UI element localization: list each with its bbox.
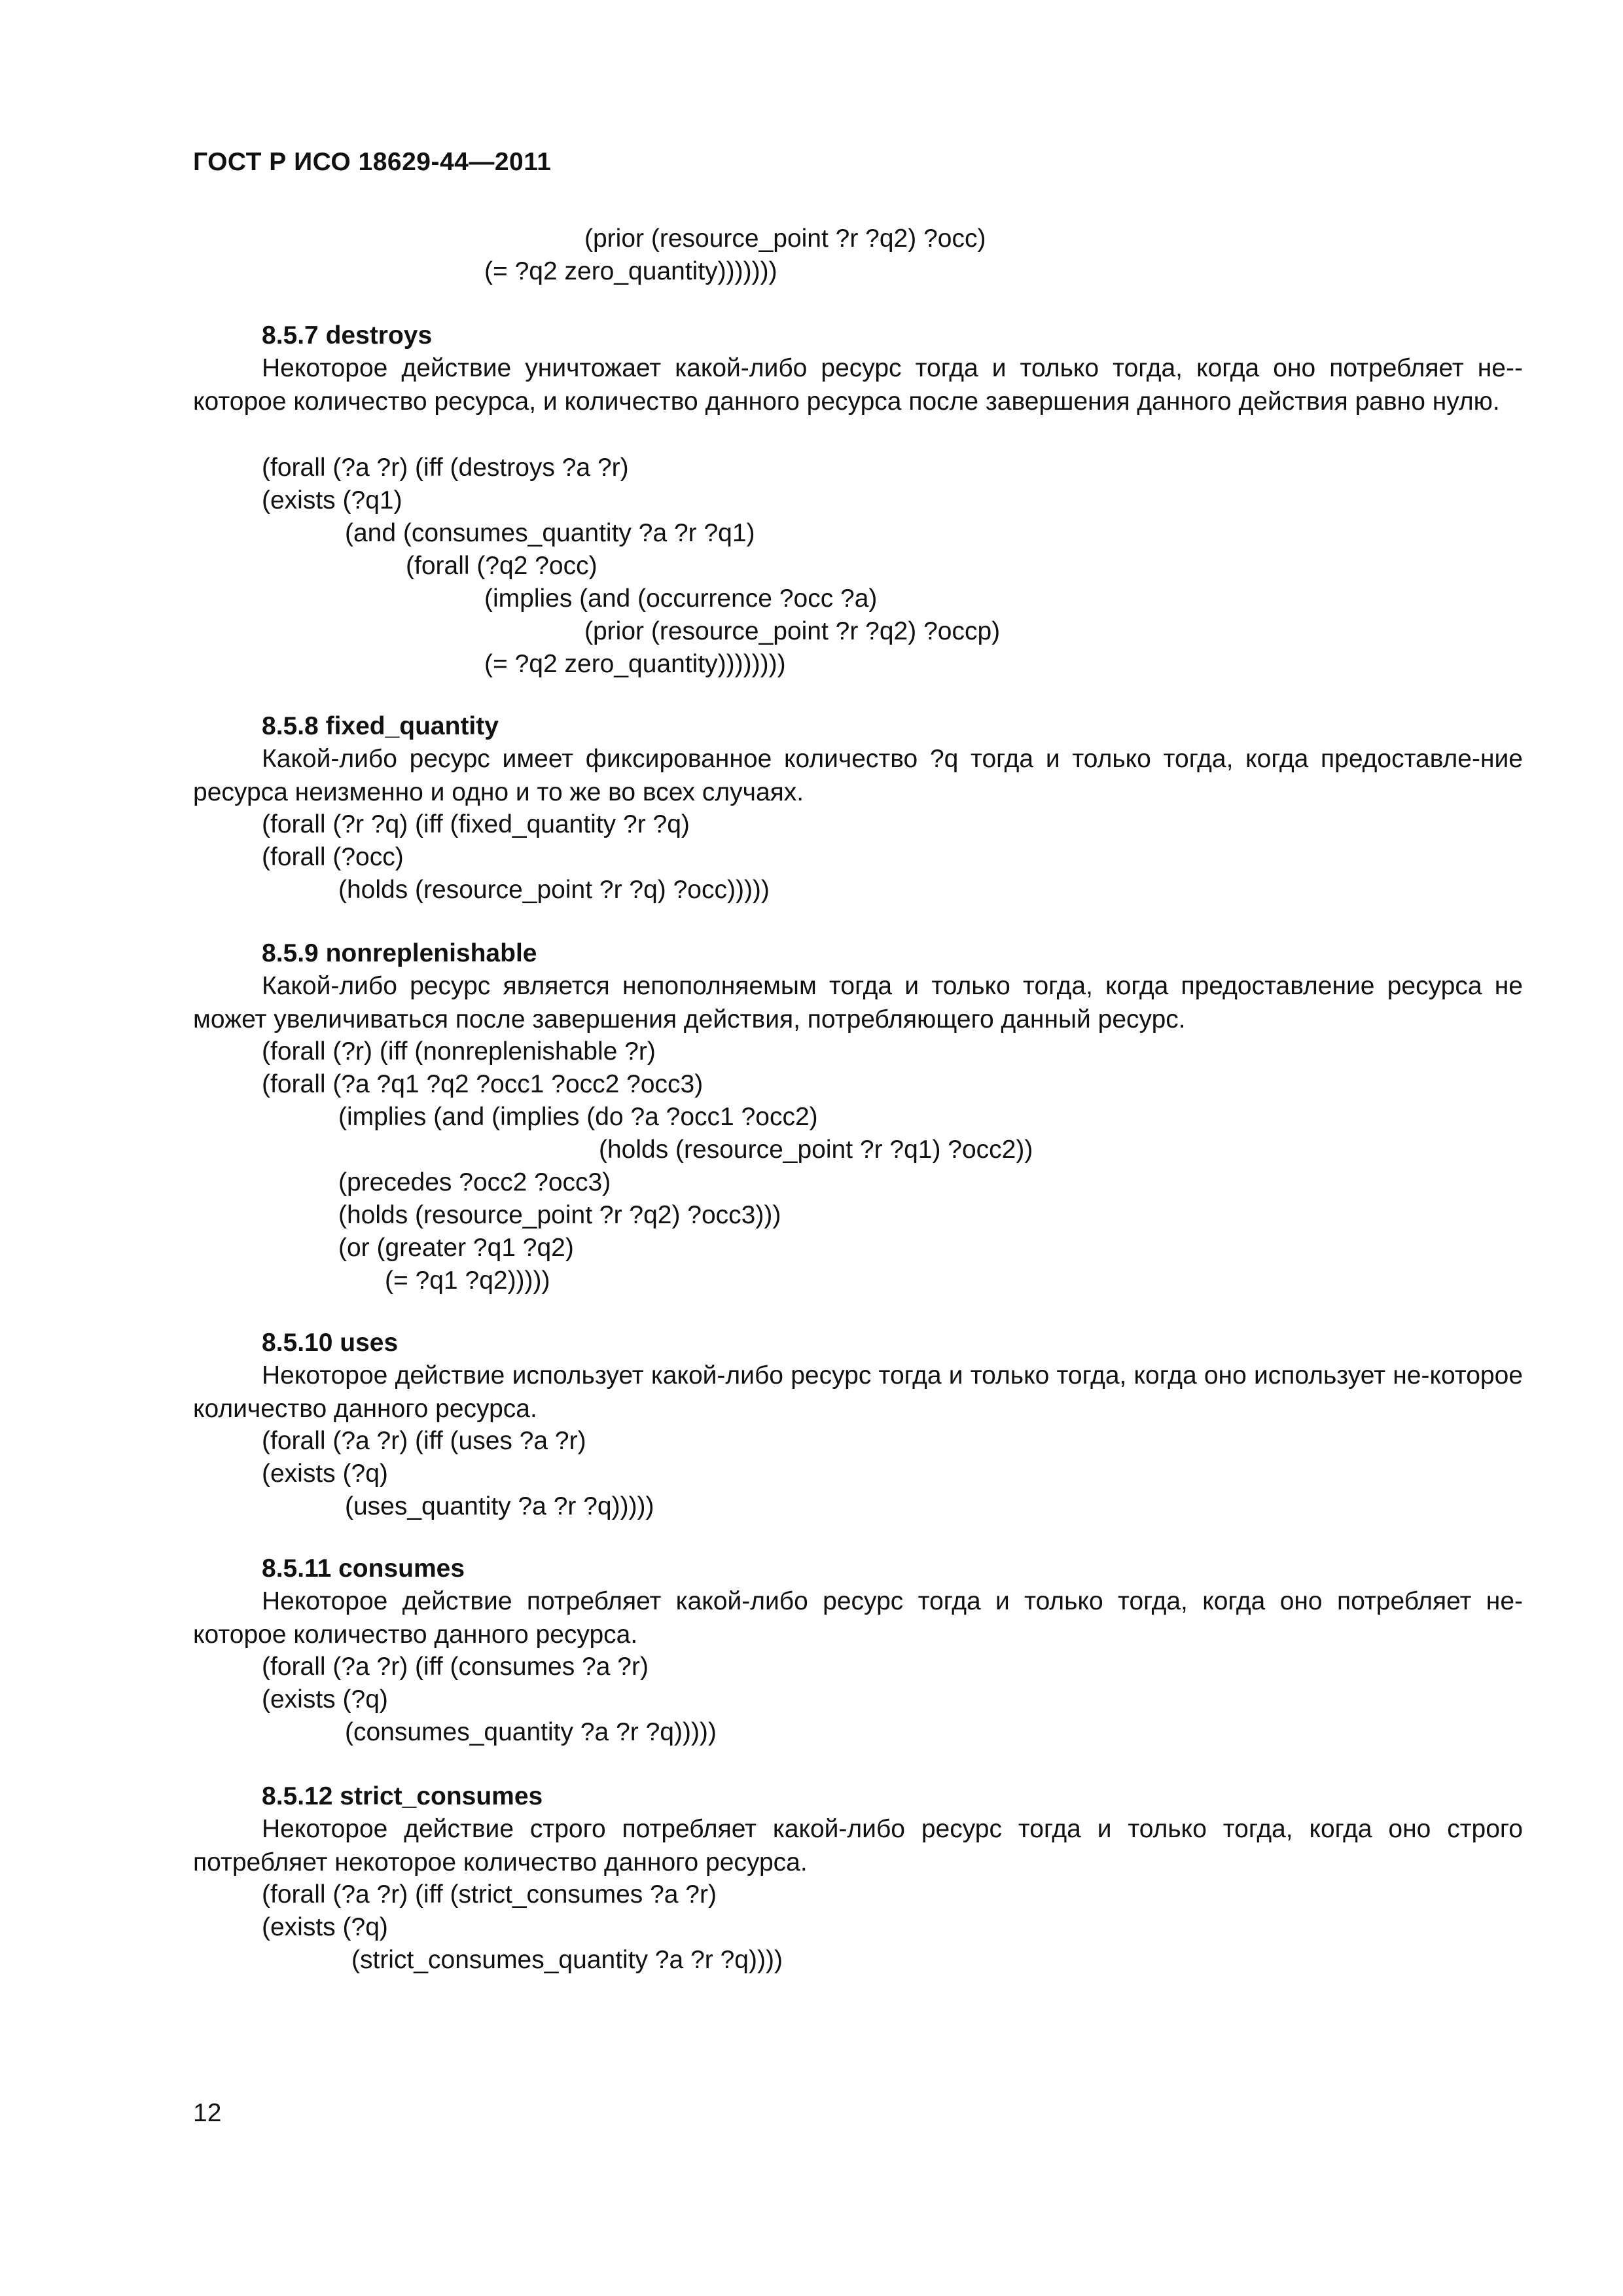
code-line: (and (consumes_quantity ?a ?r ?q1) [345,519,755,547]
section-8-5-11 [193,1552,1523,1651]
code-line: (forall (?a ?r) (iff (uses ?a ?r) [262,1427,586,1455]
section-text: Некоторое действие уничтожает какой-либо ресурс тогда и только тогда, когда оно потребляет не-которое количество ресурса, и количество данного ресурса после завершения данного действия равно нулю. [193,354,1523,416]
code-line: (holds (resource_point ?r ?q2) ?occ3))) [338,1201,781,1229]
code-line: (exists (?q) [262,1913,388,1941]
section-8-5-10 [193,1327,1523,1426]
code-line: (forall (?a ?r) (iff (destroys ?a ?r) [262,454,629,482]
section-title: 8.5.9 nonreplenishable [262,939,537,967]
section-title: 8.5.7 destroys [262,321,433,350]
section-title: 8.5.12 strict_consumes [262,1782,543,1810]
code-line: (forall (?a ?r) (iff (consumes ?a ?r) [262,1653,649,1681]
code-line: (= ?q2 zero_quantity)))))))) [484,650,786,678]
code-line: (or (greater ?q1 ?q2) [338,1234,574,1262]
code-line: (forall (?r) (iff (nonreplenishable ?r) [262,1037,656,1066]
code-line: (exists (?q1) [262,486,402,514]
code-line: (implies (and (occurrence ?occ ?a) [484,584,878,613]
section-title: 8.5.8 fixed_quantity [262,712,499,740]
code-line: (precedes ?occ2 ?occ3) [338,1168,611,1196]
code-line: (uses_quantity ?a ?r ?q))))) [345,1492,654,1520]
code-line: (forall (?occ) [262,843,404,871]
code-line: (forall (?q2 ?occ) [406,552,597,580]
code-line: (holds (resource_point ?r ?q1) ?occ2)) [599,1136,1033,1164]
section-8-5-12 [193,1780,1523,1879]
document-header: ГОСТ Р ИСО 18629-44—2011 [193,148,552,176]
code-line: (forall (?a ?r) (iff (strict_consumes ?a ?r) [262,1880,717,1909]
code-line: (forall (?a ?q1 ?q2 ?occ1 ?occ2 ?occ3) [262,1070,704,1098]
section-text: Некоторое действие использует какой-либо ресурс тогда и только тогда, когда оно использует не-которое количество данного ресурса. [193,1361,1523,1423]
code-line: (implies (and (implies (do ?a ?occ1 ?occ2) [338,1103,818,1131]
section-text: Какой-либо ресурс является непополняемым тогда и только тогда, когда предоставление ресурса не может увеличиваться после завершения действия, потребляющего данный ресурс. [193,972,1523,1033]
code-line: (forall (?r ?q) (iff (fixed_quantity ?r ?q) [262,810,690,838]
code-line: (prior (resource_point ?r ?q2) ?occp) [584,617,1001,645]
code-line: (= ?q2 zero_quantity))))))) [484,257,777,285]
page-number: 12 [193,2099,222,2127]
code-line: (exists (?q) [262,1685,388,1713]
section-text: Некоторое действие строго потребляет какой-либо ресурс тогда и только тогда, когда оно строго потребляет некоторое количество данного ресурса. [193,1815,1523,1876]
code-line: (strict_consumes_quantity ?a ?r ?q)))) [351,1946,783,1974]
code-line: (= ?q1 ?q2))))) [385,1266,550,1295]
section-title: 8.5.11 consumes [262,1554,465,1583]
section-8-5-7 [193,319,1523,418]
section-8-5-8 [193,710,1523,809]
section-8-5-9 [193,937,1523,1036]
code-line: (exists (?q) [262,1460,388,1488]
section-text: Какой-либо ресурс имеет фиксированное количество ?q тогда и только тогда, когда предоставле-ние ресурса неизменно и одно и то же во всех случаях. [193,745,1523,806]
code-line: (holds (resource_point ?r ?q) ?occ))))) [338,876,770,904]
section-title: 8.5.10 uses [262,1329,399,1357]
code-line: (prior (resource_point ?r ?q2) ?occ) [584,224,986,253]
code-line: (consumes_quantity ?a ?r ?q))))) [345,1718,717,1746]
section-text: Некоторое действие потребляет какой-либо ресурс тогда и только тогда, когда оно потребляет не-которое количество данного ресурса. [193,1587,1523,1649]
